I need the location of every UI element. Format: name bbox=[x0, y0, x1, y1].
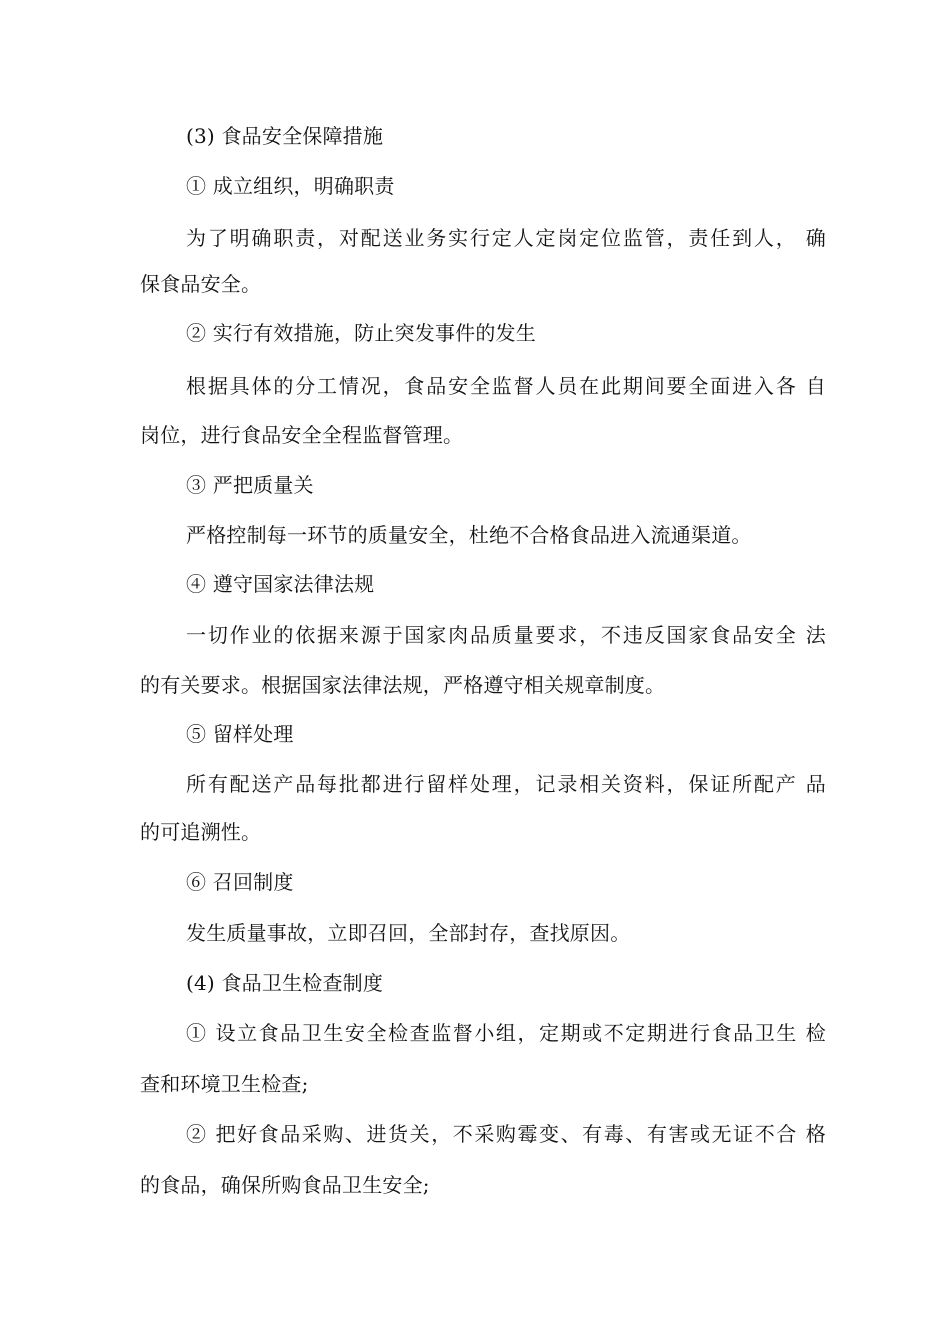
paragraph-line: 一切作业的依据来源于国家肉品质量要求，不违反国家食品安全 法 bbox=[186, 623, 826, 647]
item-4-heading: ④ 遵守国家法律法规 bbox=[186, 572, 375, 596]
list-item-line: ② 把好食品采购、进货关，不采购霉变、有毒、有害或无证不合 格 bbox=[186, 1122, 826, 1146]
paragraph-line: 的有关要求。根据国家法律法规，严格遵守相关规章制度。 bbox=[140, 673, 666, 697]
item-1-heading: ① 成立组织，明确职责 bbox=[186, 174, 395, 198]
paragraph-line: 岗位，进行食品安全全程监督管理。 bbox=[140, 423, 464, 447]
paragraph-line: 为了明确职责，对配送业务实行定人定岗定位监管，责任到人， 确 bbox=[186, 226, 826, 250]
item-2-heading: ② 实行有效措施，防止突发事件的发生 bbox=[186, 321, 536, 345]
paragraph-line: 严格控制每一环节的质量安全，杜绝不合格食品进入流通渠道。 bbox=[186, 523, 752, 547]
heading-food-hygiene-inspection: (4) 食品卫生检查制度 bbox=[186, 971, 384, 995]
item-5-heading: ⑤ 留样处理 bbox=[186, 722, 294, 746]
item-6-heading: ⑥ 召回制度 bbox=[186, 870, 294, 894]
list-item-line: 查和环境卫生检查; bbox=[140, 1072, 309, 1096]
item-3-heading: ③ 严把质量关 bbox=[186, 473, 314, 497]
paragraph-line: 发生质量事故，立即召回，全部封存，查找原因。 bbox=[186, 921, 631, 945]
heading-food-safety-measures: (3) 食品安全保障措施 bbox=[186, 124, 384, 148]
paragraph-line: 所有配送产品每批都进行留样处理，记录相关资料，保证所配产 品 bbox=[186, 772, 826, 796]
paragraph-line: 的可追溯性。 bbox=[140, 820, 262, 844]
paragraph-line: 保食品安全。 bbox=[140, 272, 262, 296]
list-item-line: ① 设立食品卫生安全检查监督小组，定期或不定期进行食品卫生 检 bbox=[186, 1021, 826, 1045]
list-item-line: 的食品，确保所购食品卫生安全; bbox=[140, 1173, 430, 1197]
paragraph-line: 根据具体的分工情况，食品安全监督人员在此期间要全面进入各 自 bbox=[186, 374, 826, 398]
